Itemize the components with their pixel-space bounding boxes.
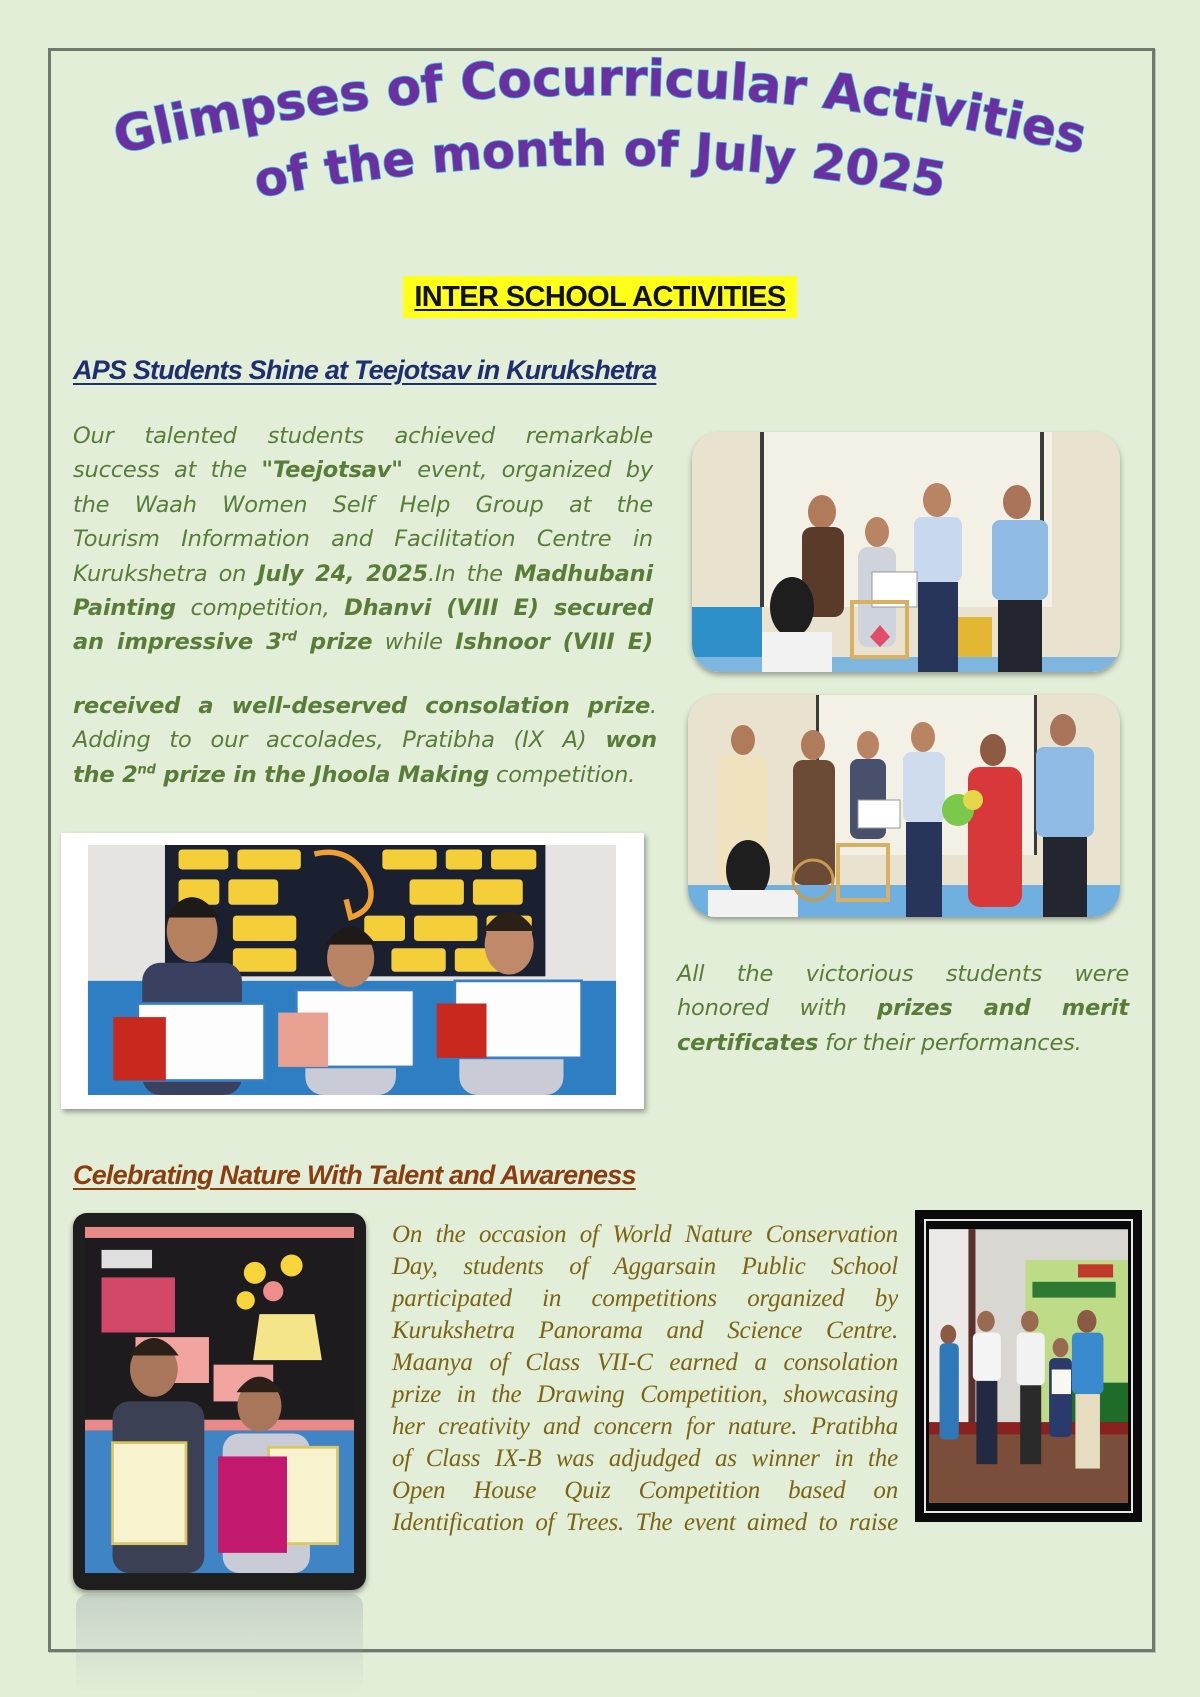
nature-para-line: Maanya of Class VII-C earned a consolation — [392, 1349, 898, 1376]
article-paragraph-1 — [73, 419, 653, 660]
nature-para-line: of Class IX-B was adjudged as winner in the — [392, 1445, 898, 1472]
article-paragraph-nature — [392, 1219, 898, 1539]
para1-line: Painting competition, Dhanvi (VIII E) secured — [73, 595, 653, 622]
photo-students-with-certificates — [61, 833, 644, 1109]
photo-nature-drawing-winners — [73, 1213, 366, 1590]
section-heading-inter-school: INTER SCHOOL ACTIVITIES — [403, 276, 797, 318]
title-line-1: Glimpses of Cocurricular Activities — [107, 55, 1093, 166]
nature-para-line: her creativity and concern for nature. Pratibha — [392, 1413, 898, 1440]
para2-line: received a well-deserved consolation prize. — [73, 693, 657, 719]
nature-para-line: participated in competitions organized by — [392, 1285, 898, 1312]
para1-line: the Waah Women Self Help Group at the — [73, 491, 653, 518]
para1-line: success at the "Teejotsav" event, organized by — [73, 457, 653, 484]
page-title — [60, 55, 1140, 225]
nature-para-line: prize in the Drawing Competition, showcasing — [392, 1381, 898, 1408]
title-line-2: of the month of July 2025 — [249, 120, 951, 210]
para1-line: Tourism Information and Facilitation Centre in — [73, 526, 653, 553]
article-heading-nature: Celebrating Nature With Talent and Awareness — [73, 1160, 636, 1190]
para1-line: Kurukshetra on July 24, 2025.In the Madhubani — [73, 560, 653, 587]
photo-nature-conservation-award — [915, 1210, 1142, 1522]
nature-para-line: Kurukshetra Panorama and Science Centre. — [392, 1317, 898, 1344]
nature-para-line: Open House Quiz Competition based on — [392, 1477, 898, 1504]
nature-para-line: Identification of Trees. The event aimed to raise — [392, 1509, 898, 1536]
article-subheading-teejotsav: APS Students Shine at Teejotsav in Kurukshetra — [73, 355, 657, 385]
photo-reflection — [76, 1594, 363, 1694]
photo-award-ceremony-1 — [692, 432, 1120, 672]
nature-para-line: Day, students of Aggarsain Public School — [392, 1253, 898, 1280]
para3-line: certificates for their performances. — [677, 1029, 1082, 1056]
para2-line: Adding to our accolades, Pratibha (IX A) won — [73, 727, 657, 754]
para3-line: All the victorious students were — [677, 961, 1129, 987]
para1-line: an impressive 3rd prize while Ishnoor (VIII E) — [73, 629, 653, 656]
photo-award-ceremony-2 — [688, 695, 1120, 917]
nature-para-line: On the occasion of World Nature Conservation — [392, 1221, 898, 1248]
article-paragraph-2 — [73, 689, 657, 792]
para3-line: honored with prizes and merit — [677, 995, 1129, 1022]
para1-line: Our talented students achieved remarkable — [73, 423, 653, 449]
article-paragraph-3 — [677, 957, 1129, 1060]
para2-line: the 2nd prize in the Jhoola Making competition. — [73, 761, 636, 788]
